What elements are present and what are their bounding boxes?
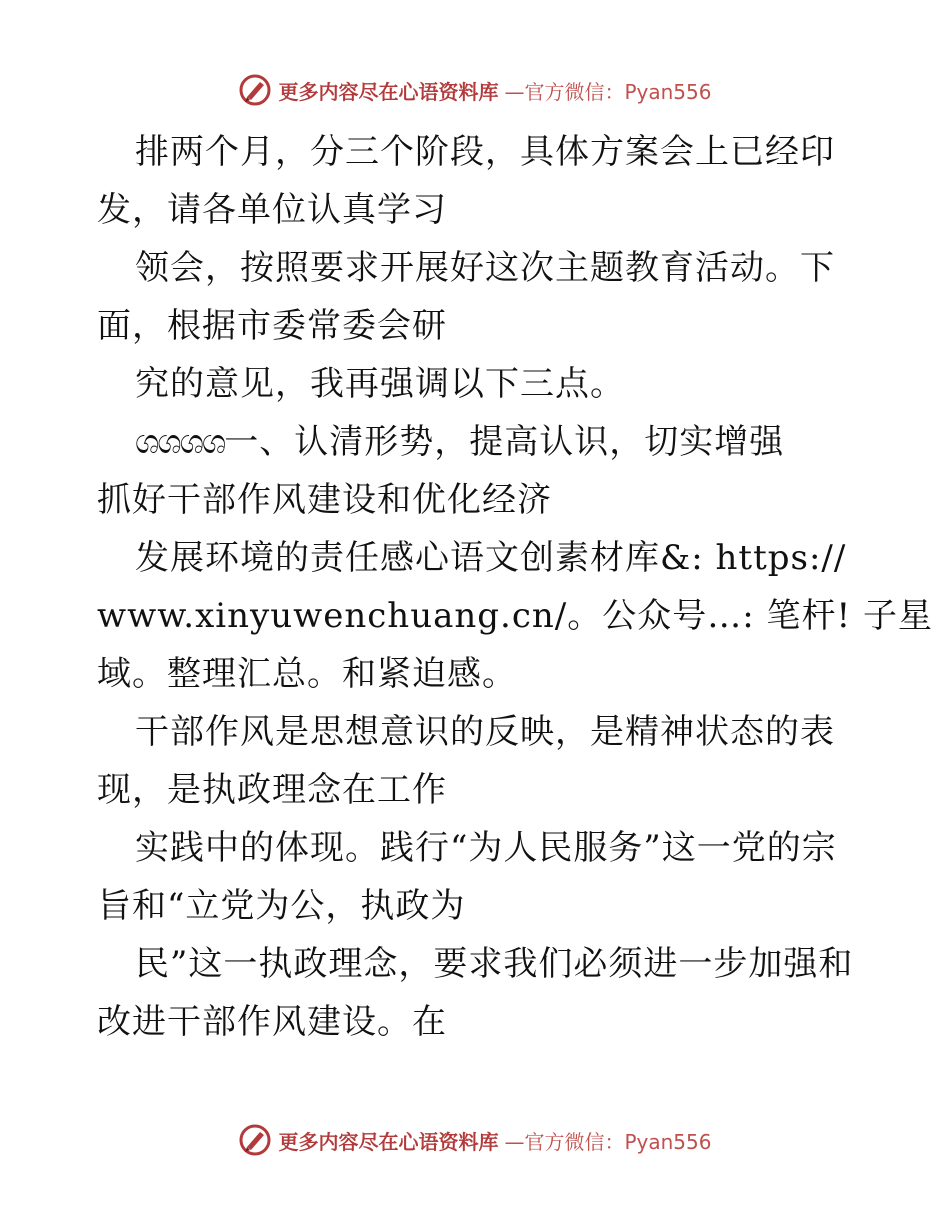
text-line: 发展环境的责任感心语文创素材库&: https:// xyxy=(135,538,847,578)
text-line: 面，根据市委常委会研 xyxy=(97,306,447,346)
text-line: 域。整理汇总。和紧迫感。 xyxy=(97,654,517,694)
text-line: 旨和“立党为公，执政为 xyxy=(97,886,466,926)
footer-banner xyxy=(0,1120,950,1160)
footer-site-text: 更多内容尽在心语资料库 xyxy=(278,1129,499,1154)
footer-wechat-text: —官方微信：Pyan556 xyxy=(504,1129,712,1154)
header-wechat-text: —官方微信：Pyan556 xyxy=(504,79,712,104)
text-line: 领会，按照要求开展好这次主题教育活动。下 xyxy=(135,248,835,288)
document-body xyxy=(97,123,933,1051)
section-heading-line: ශශශශ一、认清形势，提高认识，切实增强 xyxy=(135,422,785,462)
text-line: 现，是执政理念在工作 xyxy=(97,770,447,810)
brand-logo-icon xyxy=(238,1123,272,1157)
header-banner xyxy=(0,70,950,110)
header-site-text: 更多内容尽在心语资料库 xyxy=(278,79,499,104)
text-line: 改进干部作风建设。在 xyxy=(97,1002,447,1042)
brand-logo-icon xyxy=(238,73,272,107)
text-line: 发，请各单位认真学习 xyxy=(97,190,447,230)
text-line: 究的意见，我再强调以下三点。 xyxy=(135,364,625,404)
bullet-symbols: ශශශශ xyxy=(135,422,225,462)
text-line: 干部作风是思想意识的反映，是精神状态的表 xyxy=(135,712,835,752)
text-line: 排两个月，分三个阶段，具体方案会上已经印 xyxy=(135,132,835,172)
text-line: www.xinyuwenchuang.cn/。公众号…: 笔杆! 子星 xyxy=(97,596,933,636)
text-line: 抓好干部作风建设和优化经济 xyxy=(97,480,552,520)
text-line: 实践中的体现。践行“为人民服务”这一党的宗 xyxy=(135,828,837,868)
text-line: 民”这一执政理念，要求我们必须进一步加强和 xyxy=(135,944,854,984)
